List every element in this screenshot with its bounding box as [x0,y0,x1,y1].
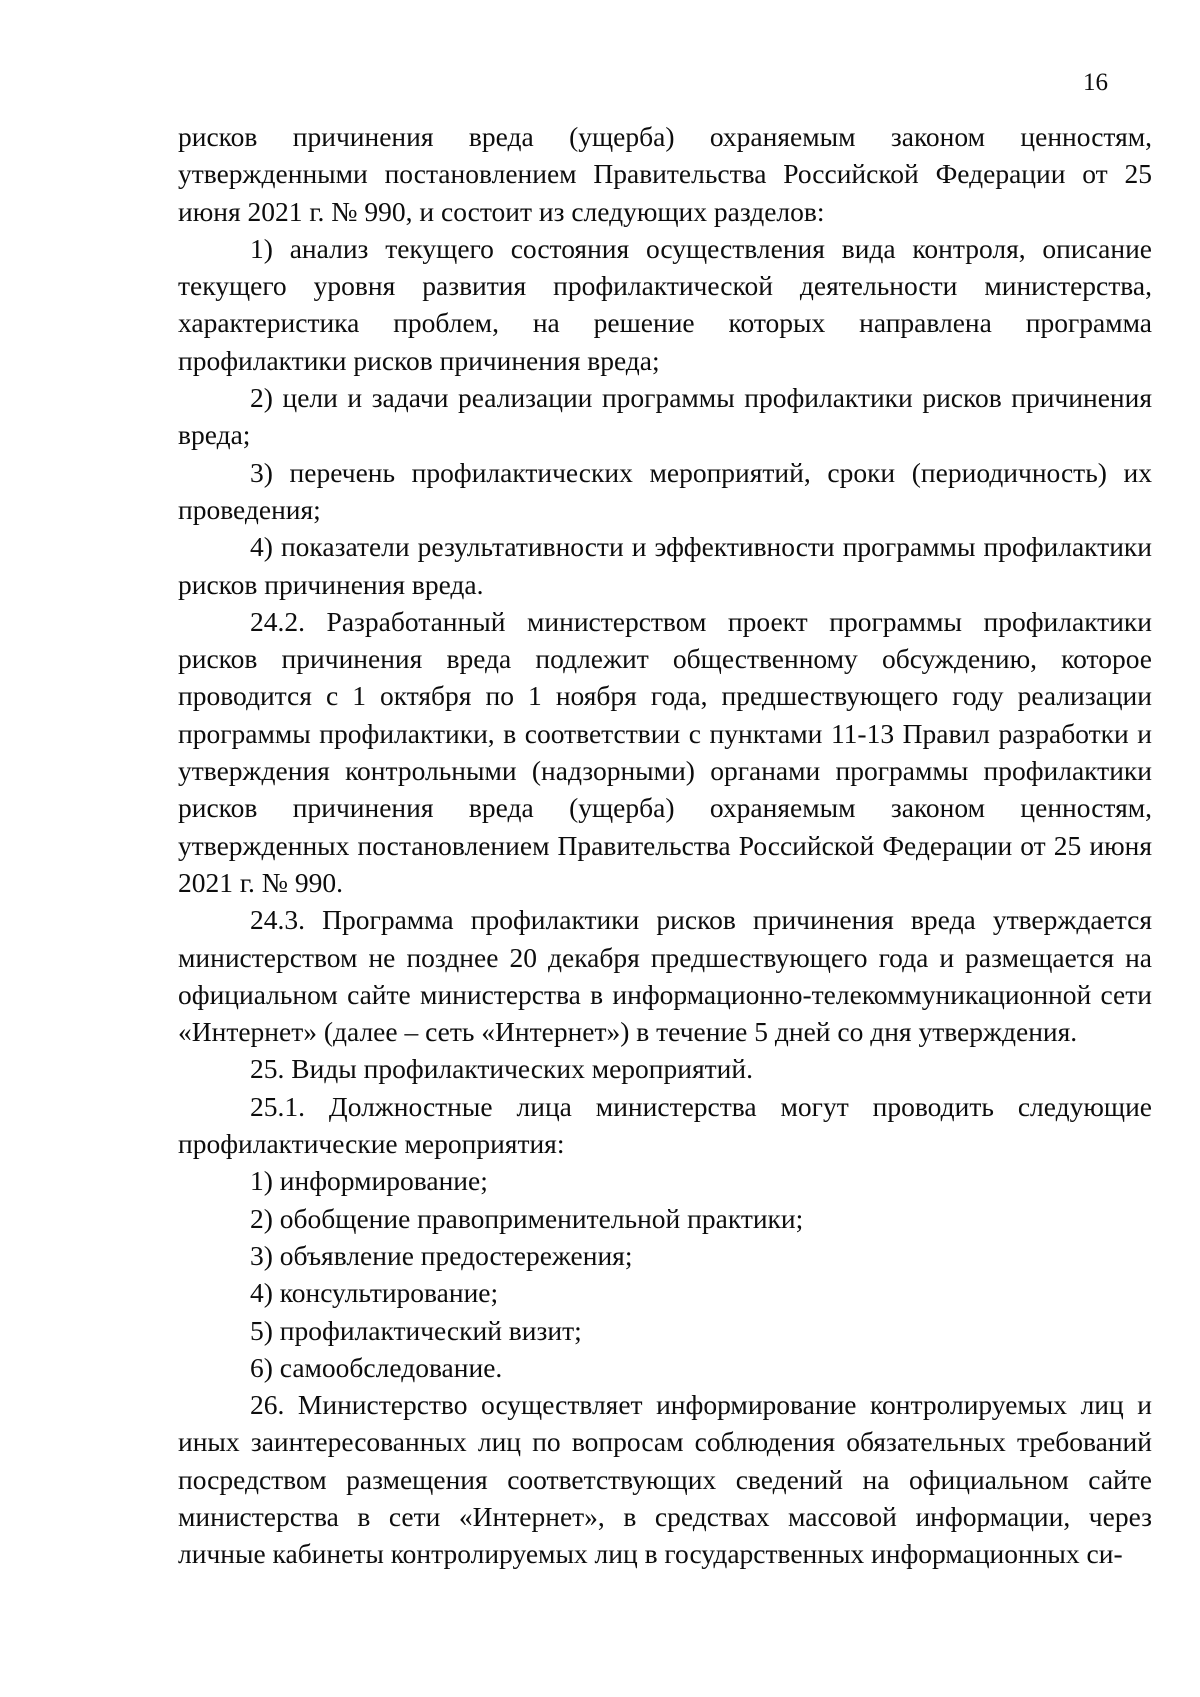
page-number: 16 [1083,69,1108,96]
list-item-section-1: 1) анализ текущего состояния осуществления вида контроля, описание текущего уровня развития профилактической деятельности министерства, характеристика проблем, на решение которых направлена программа профилактики рисков причинения вреда; [178,232,1152,376]
paragraph-25: 25. Виды профилактических мероприятий. [250,1053,753,1085]
paragraph-24-3: 24.3. Программа профилактики рисков причинения вреда утверждается министерством не позднее 20 декабря предшествующего года и размещается на официальном сайте министерства в информационно-телекоммуникационной сети «Интернет» (далее – сеть «Интернет») в течение 5 дней со дня утверждения. [178,904,1152,1048]
paragraph-24-2: 24.2. Разработанный министерством проект программы профилактики рисков причинения вреда подлежит общественному обсуждению, которое проводится с 1 октября по 1 ноября года, предшествующего году реализации программы профилактики, в соответствии с пунктами 11-13 Правил разработки и утверждения контрольными (надзорными) органами программы профилактики рисков причинения вреда (ущерба) охраняемым законом ценностям, утвержденных постановлением Правительства Российской Федерации от 25 июня 2021 г. № 990. [178,605,1152,898]
paragraph-26: 26. Министерство осуществляет информирование контролируемых лиц и иных заинтересованных лиц по вопросам соблюдения обязательных требований посредством размещения соответствующих сведений на официальном сайте министерства в сети «Интернет», в средствах массовой информации, через личные кабинеты контролируемых лиц в государственных информационных си- [178,1389,1152,1570]
list-item-measure-2: 2) обобщение правоприменительной практики; [250,1202,804,1234]
list-item-measure-4: 4) консультирование; [250,1277,499,1309]
paragraph-25-1: 25.1. Должностные лица министерства могут проводить следующие профилактические мероприятия: [178,1090,1152,1160]
list-item-section-3: 3) перечень профилактических мероприятий, сроки (периодичность) их проведения; [178,456,1152,525]
list-item-measure-6: 6) самообследование. [250,1351,503,1383]
list-item-measure-3: 3) объявление предостережения; [250,1239,633,1271]
list-item-section-2: 2) цели и задачи реализации программы профилактики рисков причинения вреда; [178,382,1152,451]
list-item-measure-5: 5) профилактический визит; [250,1314,582,1346]
document-body [178,118,1152,1573]
list-item-section-4: 4) показатели результативности и эффективности программы профилактики рисков причинения вреда. [178,531,1152,600]
paragraph-continuation: рисков причинения вреда (ущерба) охраняемым законом ценностям, утвержденными постановлением Правительства Российской Федерации от 25 июня 2021 г. № 990, и состоит из следующих разделов: [178,121,1152,227]
list-item-measure-1: 1) информирование; [250,1165,488,1197]
